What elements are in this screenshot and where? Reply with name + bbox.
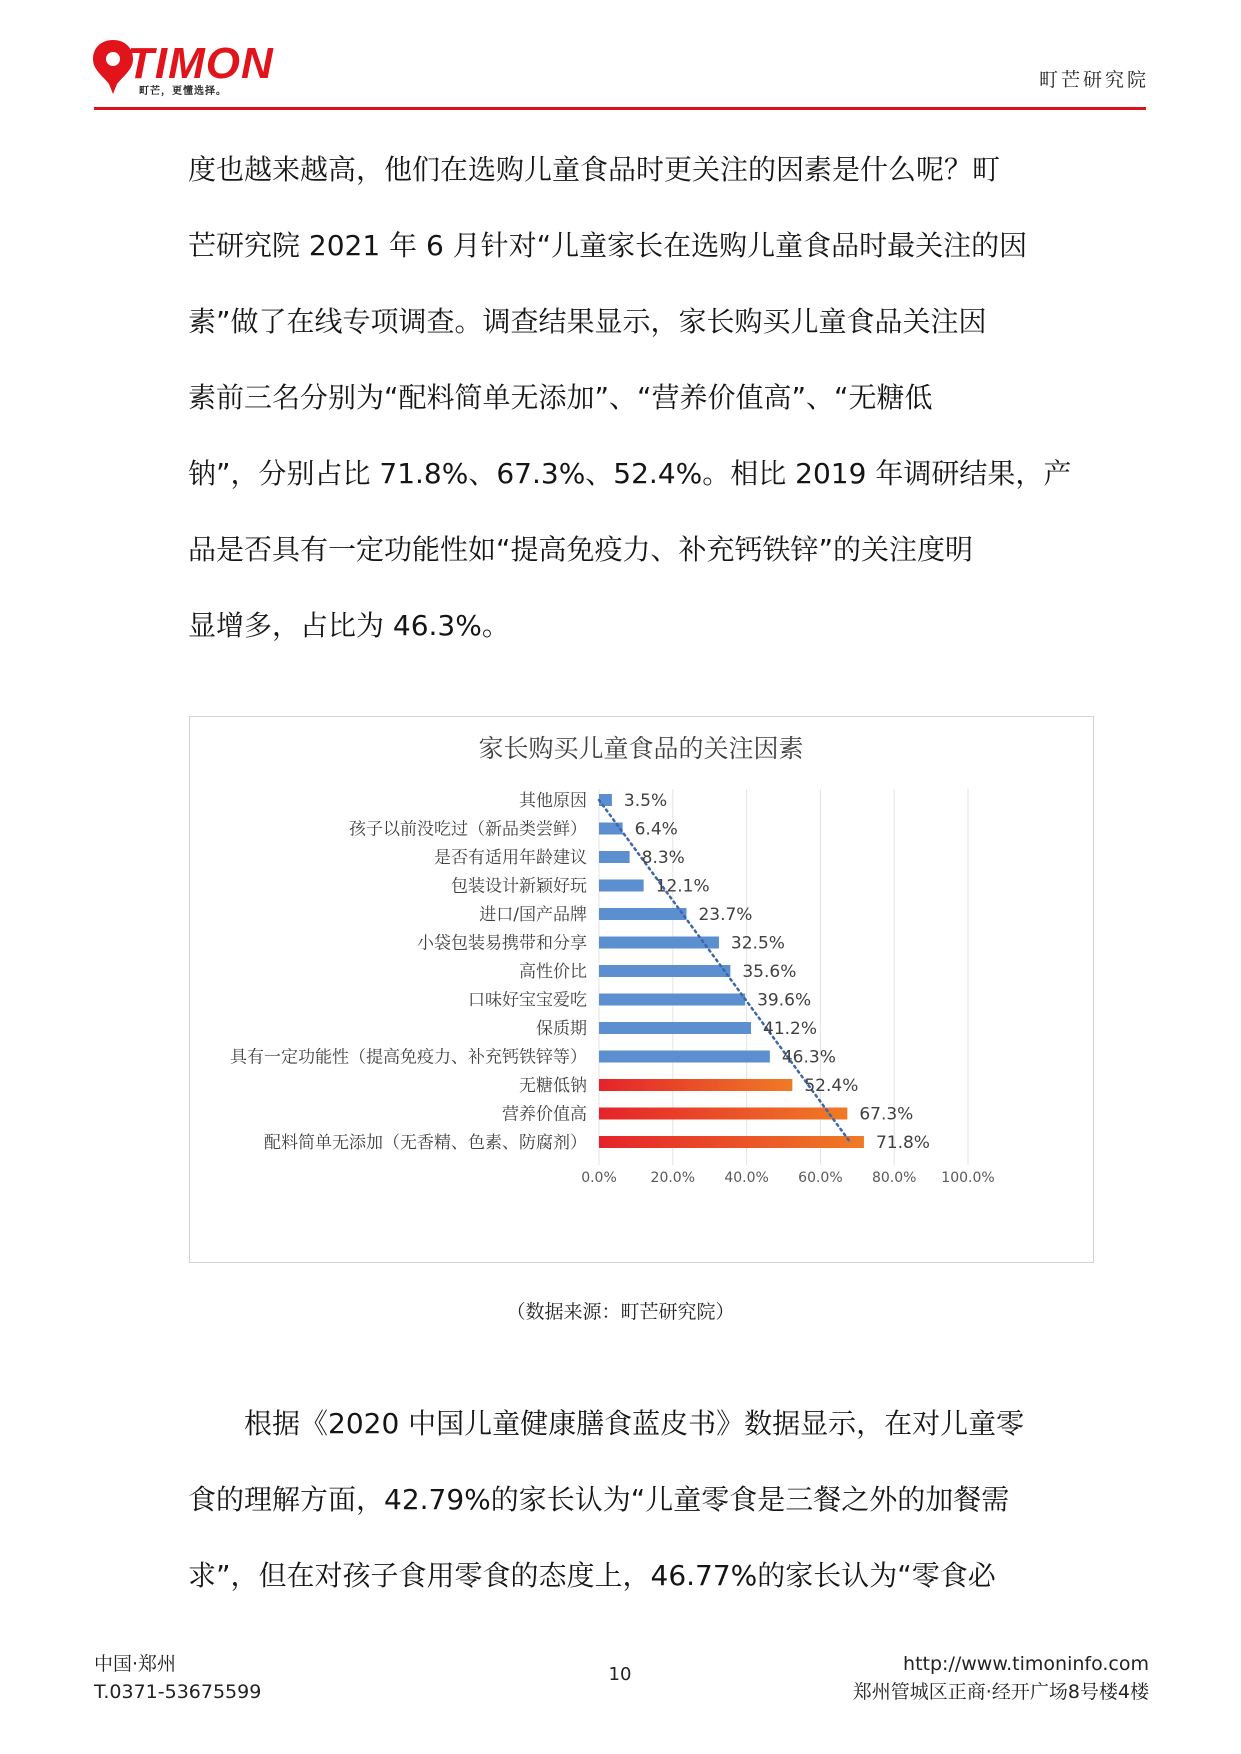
- x-tick-label: 40.0%: [724, 1170, 769, 1186]
- logo-wordmark: TIMON: [127, 39, 274, 88]
- footer-phone: T.0371-53675599: [94, 1681, 262, 1703]
- x-tick-label: 100.0%: [941, 1170, 995, 1186]
- body-paragraph-2: [188, 1386, 1054, 1614]
- x-tick-label: 80.0%: [871, 1170, 917, 1186]
- chart-bar: [599, 794, 612, 806]
- x-tick-label: 0.0%: [581, 1170, 617, 1186]
- footer-address-block: [853, 1650, 1149, 1706]
- header-divider: [94, 107, 1146, 110]
- category-label: 配料简单无添加（无香精、色素、防腐剂）: [264, 1133, 587, 1153]
- text-line: 度也越来越高，他们在选购儿童食品时更关注的因素是什么呢？町: [188, 153, 1001, 186]
- chart-bar: [599, 1136, 864, 1148]
- category-label: 高性价比: [519, 962, 587, 982]
- value-label: 41.2%: [763, 1019, 818, 1039]
- chart-bar: [599, 994, 745, 1006]
- text-line: 素”做了在线专项调查。调查结果显示，家长购买儿童食品关注因: [188, 305, 987, 338]
- text-line: 求”，但在对孩子食用零食的态度上，46.77%的家长认为“零食必: [188, 1559, 996, 1592]
- category-label: 包装设计新颖好玩: [451, 876, 587, 897]
- value-label: 6.4%: [634, 819, 678, 840]
- text-line: 显增多，占比为 46.3%。: [188, 609, 510, 642]
- category-label: 营养价值高: [502, 1104, 587, 1125]
- chart-bar: [599, 1079, 792, 1091]
- value-label: 23.7%: [698, 905, 753, 925]
- footer-contact: [94, 1650, 261, 1706]
- text-line: 根据《2020 中国儿童健康膳食蓝皮书》数据显示，在对儿童零: [244, 1407, 1025, 1440]
- chart-bar: [599, 1108, 847, 1120]
- category-label: 无糖低钠: [519, 1076, 587, 1096]
- chart-bar: [599, 1051, 770, 1063]
- timon-logo: [93, 38, 283, 100]
- org-name: 町芒研究院: [1038, 69, 1149, 91]
- value-label: 12.1%: [655, 876, 710, 897]
- value-label: 71.8%: [875, 1133, 930, 1153]
- chart-bar: [599, 823, 623, 835]
- value-label: 8.3%: [641, 848, 685, 868]
- chart-bar: [599, 880, 644, 892]
- chart-bar: [599, 937, 719, 949]
- value-label: 32.5%: [730, 933, 785, 954]
- text-line: 素前三名分别为“配料简单无添加”、“营养价值高”、“无糖低: [188, 381, 933, 414]
- category-label: 是否有适用年龄建议: [434, 848, 587, 868]
- chart-title: 家长购买儿童食品的关注因素: [478, 734, 804, 763]
- footer-website-link[interactable]: http://www.timoninfo.com: [903, 1653, 1149, 1675]
- chart-caption: （数据来源：町芒研究院）: [506, 1301, 735, 1323]
- text-line: 芒研究院 2021 年 6 月针对“儿童家长在选购儿童食品时最关注的因: [188, 229, 1028, 262]
- chart-bar: [599, 965, 730, 977]
- value-label: 46.3%: [781, 1047, 836, 1068]
- category-label: 具有一定功能性（提高免疫力、补充钙铁锌等）: [230, 1047, 587, 1068]
- bar-chart: [190, 717, 1093, 1262]
- value-label: 52.4%: [804, 1076, 859, 1096]
- value-label: 35.6%: [742, 962, 797, 982]
- value-label: 39.6%: [757, 990, 812, 1011]
- x-tick-label: 60.0%: [798, 1170, 843, 1186]
- category-label: 孩子以前没吃过（新品类尝鲜）: [349, 819, 587, 840]
- chart-container: [189, 716, 1094, 1263]
- category-label: 口味好宝宝爱吃: [468, 990, 587, 1011]
- category-label: 小袋包装易携带和分享: [417, 933, 587, 954]
- text-line: 钠”，分别占比 71.8%、67.3%、52.4%。相比 2019 年调研结果，产: [188, 457, 1072, 490]
- value-label: 3.5%: [623, 791, 668, 811]
- body-paragraph-1: [188, 132, 1072, 664]
- text-line: 品是否具有一定功能性如“提高免疫力、补充钙铁锌”的关注度明: [188, 533, 974, 566]
- chart-bar: [599, 1022, 751, 1034]
- category-label: 进口/国产品牌: [479, 905, 587, 925]
- page-number: 10: [608, 1664, 632, 1685]
- text-line: 食的理解方面，42.79%的家长认为“儿童零食是三餐之外的加餐需: [188, 1483, 1010, 1516]
- footer-location: 中国·郑州: [94, 1653, 177, 1675]
- chart-bar: [599, 851, 630, 863]
- chart-bar: [599, 908, 686, 920]
- category-label: 其他原因: [519, 791, 587, 811]
- x-tick-label: 20.0%: [650, 1170, 696, 1186]
- logo-slogan: 町芒，更懂选择。: [139, 86, 227, 97]
- footer-address: 郑州管城区正商·经开广场8号楼4楼: [852, 1681, 1149, 1703]
- category-label: 保质期: [536, 1019, 587, 1039]
- value-label: 67.3%: [859, 1104, 914, 1125]
